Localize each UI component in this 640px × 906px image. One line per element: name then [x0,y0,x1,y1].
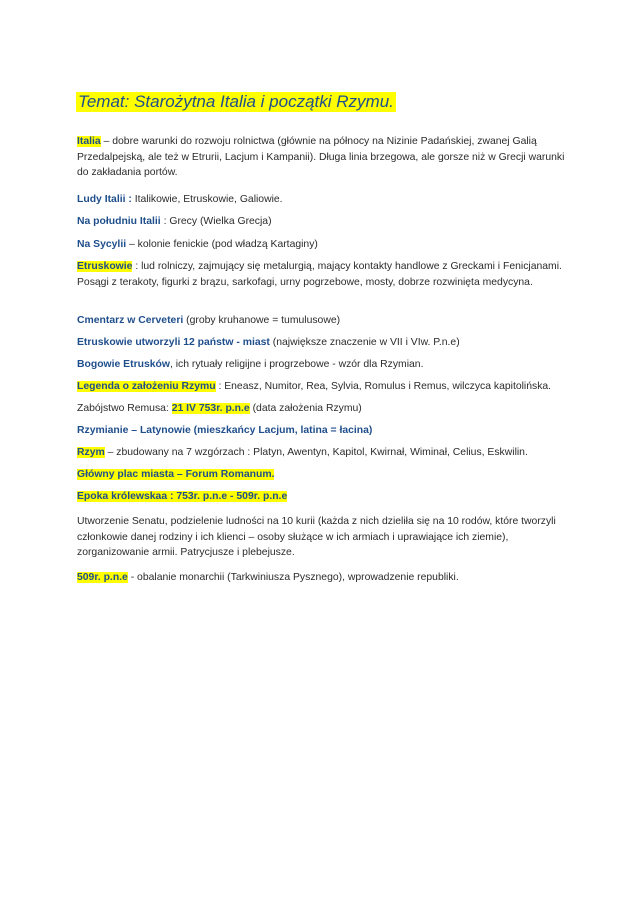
paragraph-text: : Grecy (Wielka Grecja) [160,216,272,227]
term-etruskowie: Etruskowie [77,261,133,272]
paragraph-text: : lud rolniczy, zajmujący się metalurgią, mający kontakty handlowe z Greckami i Fenicjanami. Posągi z terakoty, figurki z brązu, sarkofagi, urny pogrzebowe, mosty, dobrze rozwinięta medycyna. [77,261,562,288]
paragraph-text: – kolonie fenickie (pod władzą Kartaginy) [126,239,318,250]
term-bogowie: Bogowie Etrusków [77,359,170,370]
paragraph-text: – dobre warunki do rozwoju rolnictwa (głównie na północy na Nizinie Padańskiej, zwanej Galią Przedalpejską, ale też w Etrurii, Lacjum i Kampanii). Długa linia brzegowa, ale gorsze niż w Grecji warunki do zakładania portów. [77,136,565,178]
term-ludy-italii: Ludy Italii : [77,194,132,205]
term-glowny-plac: Główny plac miasta – [77,469,186,480]
paragraph-legenda [77,379,569,395]
paragraph-sycylia [77,237,569,253]
paragraph-text: : Eneasz, Numitor, Rea, Sylvia, Romulus i Remus, wilczyca kapitolińska. [215,381,552,392]
paragraph-text: – zbudowany na 7 wzgórzach : Platyn, Awentyn, Kapitol, Kwirnał, Wiminał, Celius, Eskwilin. [104,447,528,458]
paragraph-poludnie-italii [77,214,569,230]
term-forum-romanum: Forum Romanum. [185,469,275,480]
paragraph-text: Italikowie, Etruskowie, Galiowie. [131,194,283,205]
term-rzym: Rzym [77,447,105,458]
paragraph-etruskowie [77,259,569,290]
paragraph-zabojstwo-remusa [77,401,569,417]
paragraph-text: - obalanie monarchii (Tarkwiniusza Pysznego), wprowadzenie republiki. [127,572,459,583]
paragraph-bogowie [77,357,569,373]
paragraph-republika [77,570,569,586]
term-data-zalozenia: 21 IV 753r. p.n.e [171,403,250,414]
term-italia: Italia [77,136,101,147]
term-rzymianie: Rzymianie – Latynowie (mieszkańcy Lacjum, latina = łacina) [77,425,373,436]
paragraph-epoka-krolewska [77,489,569,505]
term-panstwa-miasta: Etruskowie utworzyli 12 państw - miast [77,337,270,348]
paragraph-glowny-plac [77,467,569,483]
paragraph-text: (największe znaczenie w VII i VIw. P.n.e) [269,337,460,348]
term-poludnie-italii: Na południu Italii [77,216,161,227]
term-epoka-krolewska: Epoka królewskaa : 753r. p.n.e - 509r. p.n.e [77,491,288,502]
paragraph-text: (groby kruhanowe = tumulusowe) [183,315,341,326]
paragraph-text: , ich rytuały religijne i progrzebowe - wzór dla Rzymian. [169,359,424,370]
term-509: 509r. p.n.e [77,572,128,583]
paragraph-rzymianie [77,423,569,439]
paragraph-lead: Zabójstwo Remusa: [77,403,172,414]
paragraph-senat [77,514,569,561]
paragraph-lead: Utworzenie Senatu, podzielenie ludności na 10 kurii (każda z nich dzieliła się na 10 rodów, które tworzyli członkowie danej rodziny i ich klienci – osoby służące w ich armiach i uprawiające ich ziemie), zorganizowanie armii. Patrycjusze i plebejusze. [77,516,556,558]
paragraph-text: (data założenia Rzymu) [249,403,362,414]
paragraph-panstwa-miasta [77,335,569,351]
paragraph-rzym [77,445,569,461]
term-sycylia: Na Sycylii [77,239,127,250]
term-legenda: Legenda o założeniu Rzymu [77,381,216,392]
paragraph-ludy-italii [77,192,569,208]
paragraph-italia [77,134,569,181]
paragraph-cmentarz [77,313,569,329]
term-cmentarz: Cmentarz w Cerveteri [77,315,184,326]
page-title: Temat: Starożytna Italia i początki Rzymu. [78,92,394,111]
